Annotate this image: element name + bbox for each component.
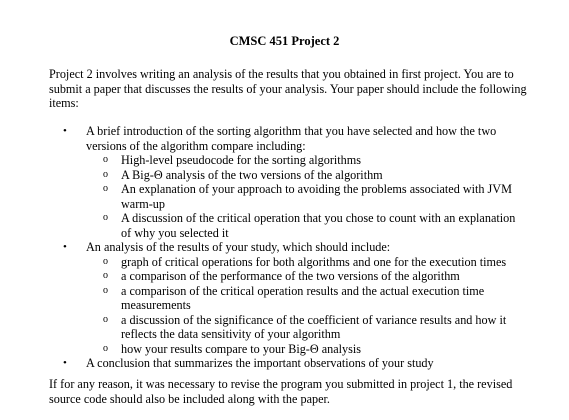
requirements-list: [0, 124, 569, 371]
sub-list-item: [86, 255, 526, 270]
sub-list-item-text: how your results compare to your Big-Θ analysis: [121, 341, 361, 356]
sub-list-item: [86, 211, 526, 240]
sub-bullet-icon: o: [103, 284, 108, 296]
sub-bullet-icon: o: [103, 313, 108, 325]
list-item-text: A conclusion that summarizes the important observations of your study: [86, 356, 434, 370]
sub-list-item-text: High-level pseudocode for the sorting algorithms: [121, 153, 361, 167]
list-item: [0, 356, 526, 371]
sub-bullet-icon: o: [103, 183, 108, 194]
sub-bullet-icon: o: [103, 342, 108, 354]
sub-list-item: [86, 182, 526, 211]
sub-list-item: [86, 269, 526, 284]
sub-list: [86, 255, 526, 357]
sub-list-item-text: a comparison of the critical operation results and the actual execution time measurements: [121, 283, 485, 312]
sub-list-item: [86, 168, 526, 183]
list-item: [0, 240, 526, 356]
bullet-icon: •: [63, 241, 67, 253]
closing-paragraph: If for any reason, it was necessary to revise the program you submitted in project 1, the revised source code should also be included along with the paper.: [49, 377, 513, 406]
sub-list-item-text: A Big-Θ analysis of the two versions of the algorithm: [121, 167, 383, 182]
sub-bullet-icon: o: [103, 212, 108, 223]
sub-list-item-text: An explanation of your approach to avoiding the problems associated with JVM warm-up: [121, 182, 512, 211]
sub-list-item: [86, 313, 526, 342]
sub-list-item-text: a discussion of the significance of the coefficient of variance results and how it reflects the data sensitivity of your algorithm: [121, 312, 507, 341]
intro-paragraph: Project 2 involves writing an analysis of the results that you obtained in first project. You are to submit a paper that discusses the results of your analysis. Your paper should include the following items:: [49, 67, 527, 110]
sub-list: [86, 153, 526, 240]
sub-list-item-text: a comparison of the performance of the two versions of the algorithm: [121, 269, 460, 283]
sub-list-item: [86, 342, 526, 357]
sub-bullet-icon: o: [103, 168, 108, 180]
sub-list-item-text: graph of critical operations for both algorithms and one for the execution times: [121, 254, 507, 269]
sub-bullet-icon: o: [103, 270, 108, 281]
list-item-text: A brief introduction of the sorting algorithm that you have selected and how the two versions of the algorithm compare including:: [86, 124, 497, 153]
sub-list-item: [86, 153, 526, 168]
document-title: CMSC 451 Project 2: [229, 34, 340, 48]
list-item: [0, 124, 526, 240]
sub-list-item: [86, 284, 526, 313]
sub-bullet-icon: o: [103, 255, 108, 267]
bullet-icon: •: [63, 357, 67, 369]
bullet-icon: •: [63, 125, 67, 137]
sub-bullet-icon: o: [103, 154, 108, 165]
sub-list-item-text: A discussion of the critical operation that you chose to count with an explanation of why you selected it: [121, 211, 516, 240]
list-item-text: An analysis of the results of your study, which should include:: [86, 240, 391, 254]
